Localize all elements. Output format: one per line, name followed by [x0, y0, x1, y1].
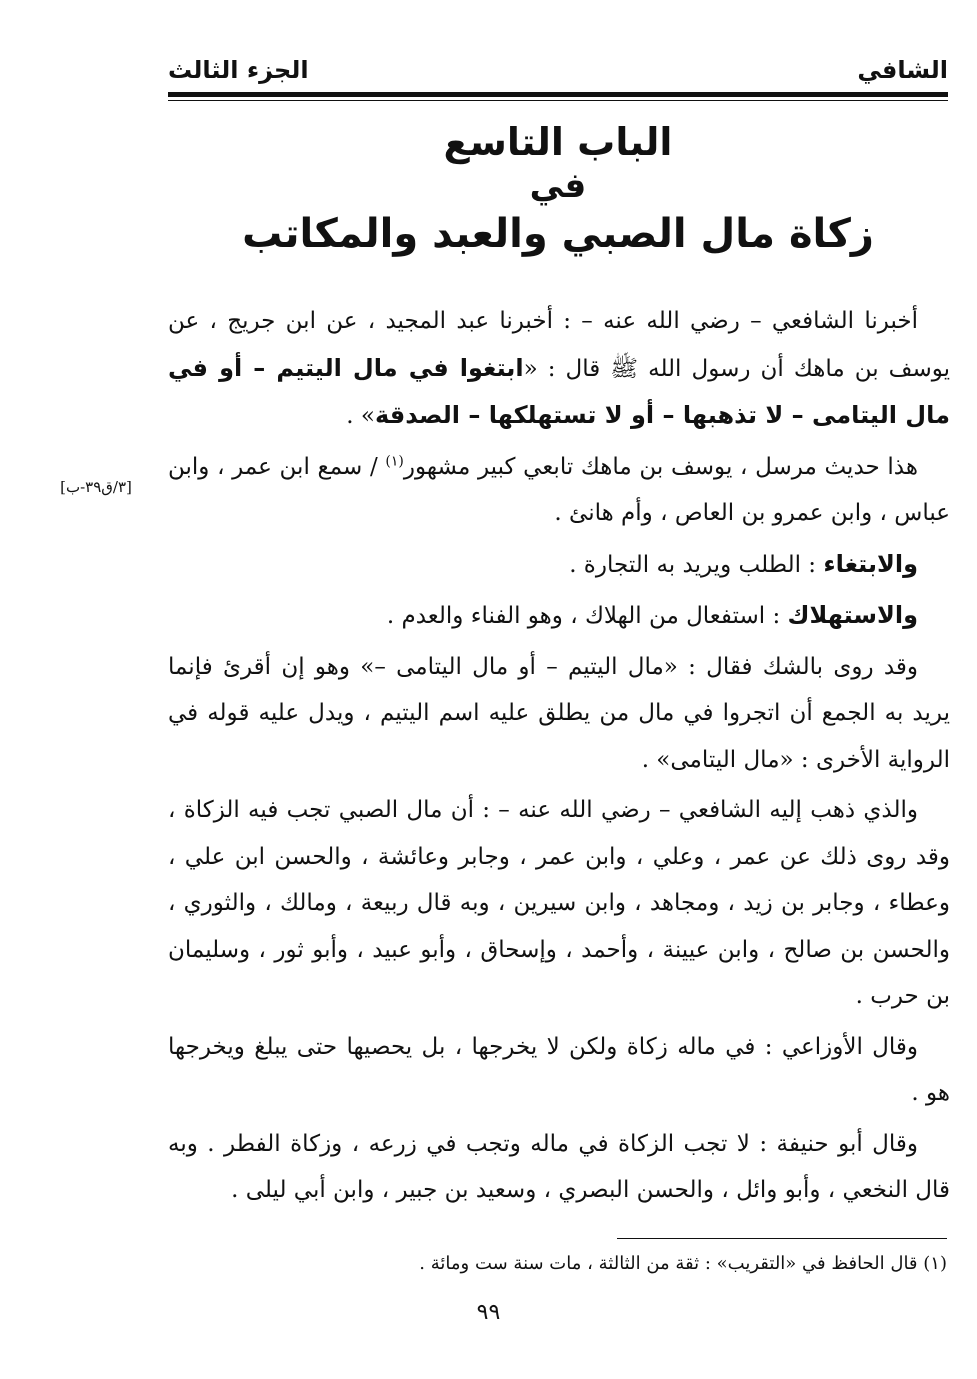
manuscript-folio-note: [٣/ق٣٩-ب]	[60, 478, 132, 496]
chapter-preposition: في	[529, 166, 587, 206]
paragraph-definition-ibtigha	[168, 541, 950, 589]
paragraph-riwaya: وقد روى بالشك فقال : «مال اليتيم – أو مال اليتامى –» وهو إن أقرئ فإنما يريد به الجمع أن اتجروا في مال من يطلق عليه اسم اليتيم ، ويدل عليه قوله في الرواية الأخرى : «مال اليتامى» .	[168, 653, 950, 773]
header-book-title: الشافي	[857, 56, 948, 84]
chapter-number: الباب التاسع	[443, 120, 673, 164]
running-header	[168, 50, 948, 90]
grading-text-b: / سمع ابن عمر ، وابن عباس ، وابن عمرو بن العاص ، وأم هانئ .	[168, 453, 950, 526]
paragraph-abu-hanifa-view: وقال أبو حنيفة : لا تجب الزكاة في ماله وتجب في زرعه ، وزكاة الفطر . وبه قال النخعي ، وأبو وائل ، والحسن البصري ، وسعيد بن جبير ، وابن أبي ليلى .	[168, 1130, 950, 1203]
term-ibtigha: والابتغاء	[823, 549, 918, 578]
header-rule	[168, 92, 948, 97]
definition-istihlak: : استفعال من الهلاك ، وهو الفناء والعدم .	[386, 603, 788, 629]
paragraph-shafii-view: والذي ذهب إليه الشافعي – رضي الله عنه – : أن مال الصبي تجب فيه الزكاة ، وقد روى ذلك عن عمر ، وعلي ، وابن عمر ، وجابر وعائشة ، والحسن ابن علي ، وعطاء ، وجابر بن زيد ، ومجاهد ، وابن سيرين ، وبه قال ربيعة ، ومالك ، والثوري ، والحسن بن صالح ، وابن عيينة ، وأحمد ، وإسحاق ، وأبو عبيد ، وأبو ثور ، وسليمان بن حرب .	[168, 797, 950, 1009]
footnote: (١) قال الحافظ في «التقريب» : ثقة من الثالثة ، مات سنة ست ومائة .	[419, 1253, 947, 1274]
paragraph-definition-istihlak	[168, 592, 950, 640]
paragraph-awzai-view: وقال الأوزاعي : في ماله زكاة ولكن لا يخرجها ، بل يحصيها حتى يبلغ ويخرجها هو .	[168, 1033, 950, 1106]
chapter-title	[168, 118, 948, 262]
body-text	[168, 298, 950, 1218]
footnote-rule	[617, 1238, 947, 1239]
footnote-ref[interactable]: (١)	[385, 452, 404, 469]
chapter-subject: زكاة مال الصبي والعبد والمكاتب	[242, 211, 874, 257]
definition-ibtigha: : الطلب ويريد به التجارة .	[569, 551, 824, 578]
term-istihlak: والاستهلاك	[787, 601, 918, 629]
hadith-close: » .	[346, 403, 375, 429]
paragraph-grading	[168, 444, 950, 537]
header-volume: الجزء الثالث	[168, 56, 309, 84]
hadith-text: ابتغوا في مال اليتيم – أو في مال اليتامى – لا تذهبها – أو لا تستهلكها – الصدقة	[168, 353, 950, 429]
isnad-text: أخبرنا الشافعي – رضي الله عنه – : أخبرنا عبد المجيد ، عن ابن جريج ، عن يوسف بن ماهك أن رسول الله ﷺ قال : «	[168, 308, 951, 382]
header-rule-thin	[168, 100, 948, 101]
grading-text-a: هذا حديث مرسل ، يوسف بن ماهك تابعي كبير مشهور	[403, 453, 919, 480]
paragraph-isnad	[168, 298, 950, 440]
page-number: ٩٩	[476, 1300, 501, 1325]
